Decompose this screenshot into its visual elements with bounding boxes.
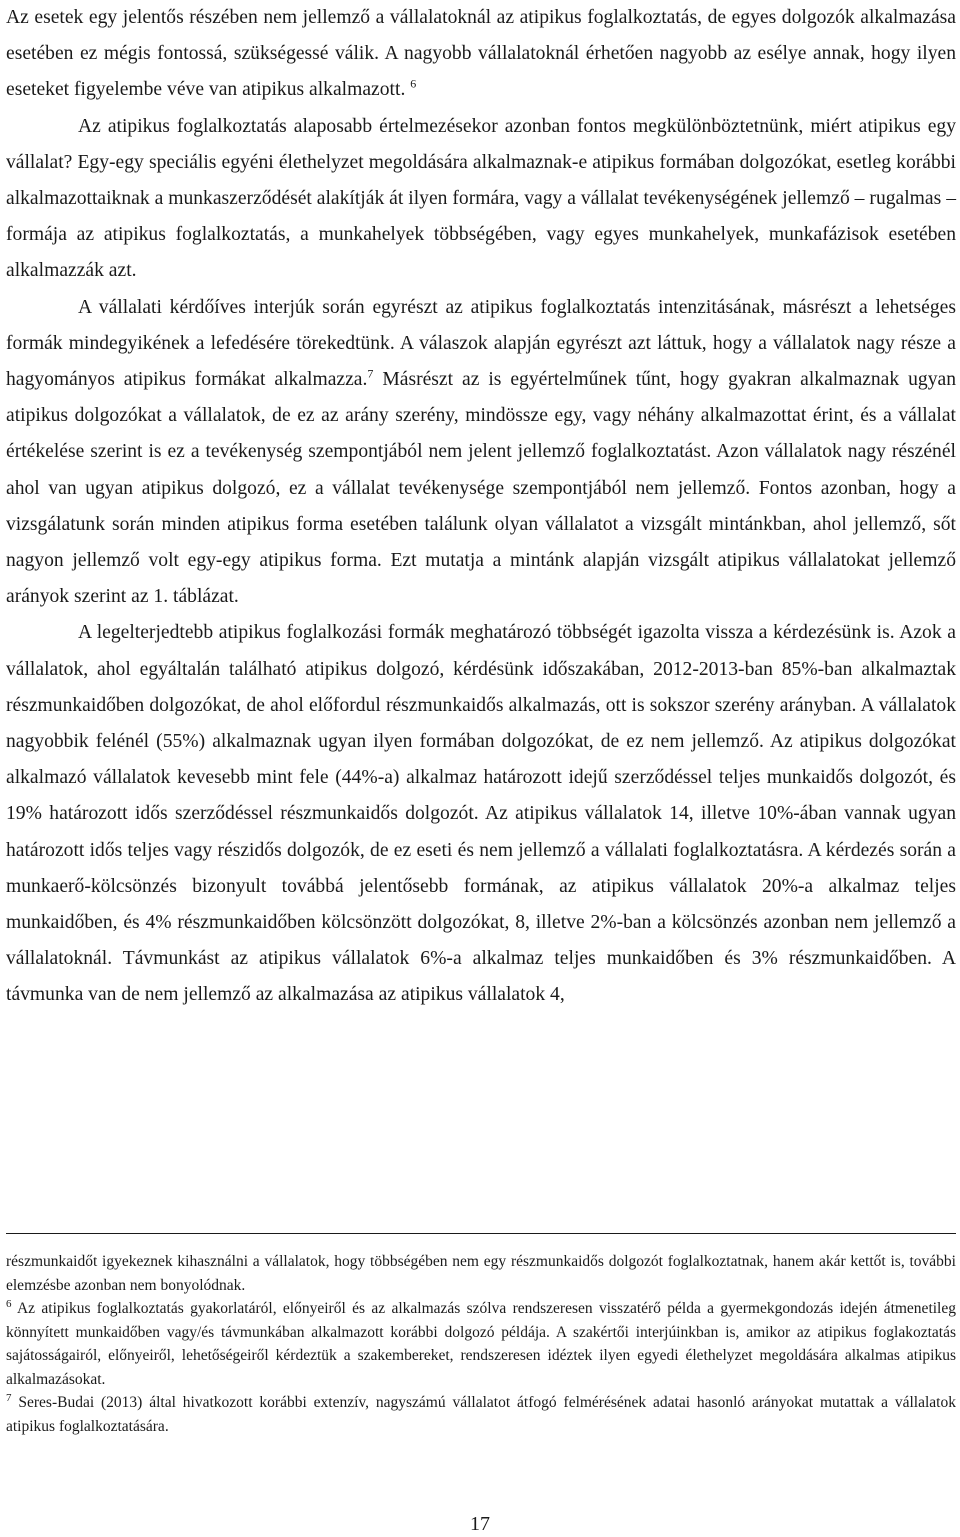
footnote-7-text: Seres-Budai (2013) által hivatkozott korábbi extenzív, nagyszámú vállalatot átfogó felmérésének adatai hasonló arányokat mutattak a vállalatok atipikus foglalkoztatására. xyxy=(6,1394,956,1435)
paragraph-1-text: Az esetek egy jelentős részében nem jellemző a vállalatoknál az atipikus foglalkoztatás, de egyes dolgozók alkalmazása esetében ez mégis fontossá, szükségessé válik. A nagyobb vállalatoknál érhetően nagyobb az esélye annak, hogy ilyen eseteket figyelembe véve van atipikus alkalmazott. xyxy=(6,7,956,101)
paragraph-2: Az atipikus foglalkoztatás alaposabb értelmezésekor azonban fontos megkülönböztetnünk, miért atipikus egy vállalat? Egy-egy speciális egyéni élethelyzet megoldására alkalmaznak-e atipikus formában dolgozókat, esetleg korábbi alkalmazottaiknak a munkaszerződését alakítják át ilyen formára, vagy a vállalat tevékenységének jellemző – rugalmas – formája az atipikus foglalkoztatás, a munkahelyek többségében, vagy egyes munkahelyek, munkafázisok esetében alkalmazzák azt. xyxy=(6,115,956,282)
page-number: 17 xyxy=(470,1513,490,1535)
body-text xyxy=(6,0,956,1014)
paragraph-4: A legelterjedtebb atipikus foglalkozási formák meghatározó többségét igazolta vissza a kérdezésünk is. Azok a vállalatok, ahol egyáltalán található atipikus dolgozó, kérdésünk időszakában, 2012-2013-ban 85%-ban alkalmaztak részmunkaidőben dolgozókat, de ahol előfordul részmunkaidős alkalmazás, ott is sokszor szerény arányban. A vállalatok nagyobbik felénél (55%) alkalmaznak ugyan ilyen formában dolgozókat, de ez nem jellemző. Az atipikus dolgozókat alkalmazó vállalatok kevesebb mint fele (44%-a) alkalmaz határozott idejű szerződéssel teljes munkaidős dolgozót, és 19% határozott idős szerződéssel részmunkaidős dolgozót. Az atipikus vállalatok 14, illetve 10%-ában vannak ugyan határozott idős teljes vagy részidős dolgozók, de ez eseti és nem jellemző a vállalati foglalkoztatásra. A kérdezés során a munkaerő-kölcsönzés bizonyult továbbá jelentősebb formának, az atipikus vállalatok 20%-a alkalmaz teljes munkaidőben, és 4% részmunkaidőben kölcsönzött dolgozókat, 8, illetve 2%-ban a kölcsönzés azonban nem jellemző a vállalatoknál. Távmunkást az atipikus vállalatok 6%-a alkalmaz teljes munkaidőben és 3% részmunkaidőben. A távmunka van de nem jellemző az alkalmazása az atipikus vállalatok 4, xyxy=(6,622,956,1006)
footnote-continued: részmunkaidőt igyekeznek kihasználni a vállalatok, hogy többségében nem egy részmunkaidős dolgozót foglalkoztatnak, hanem akár kettőt is, további elemzésbe azonban nem bonyolódnak. xyxy=(6,1253,956,1294)
footnote-6-text: Az atipikus foglalkoztatás gyakorlatáról, előnyeiről és az alkalmazás szólva rendszeresen visszatérő példa a gyermekgondozás idején átmenetileg könnyített munkaidőben vagy/és távmunkában alkalmazott korábbi dolgozó példája. A szakértői interjúinkban is, amikor az atipikus foglakoztatás sajátosságairól, előnyeiről, lehetőségeiről kérdeztük a szakembereket, rendszeresen idéztek ilyen egyedi élethelyzet megoldására alkalmas atipikus alkalmazásokat. xyxy=(6,1300,956,1388)
paragraph-3 xyxy=(6,290,956,616)
page-content xyxy=(6,0,956,1014)
footnote-7 xyxy=(6,1391,956,1438)
footnote-ref-6[interactable]: 6 xyxy=(410,76,417,91)
paragraph-1 xyxy=(6,0,956,109)
footnote-separator xyxy=(6,1233,956,1234)
footnote-7-mark: 7 xyxy=(6,1391,12,1404)
paragraph-3-text-b: Másrészt az is egyértelműnek tűnt, hogy gyakran alkalmaznak ugyan atipikus dolgozókat a vállalatok, de ez az arány szerény, mindössze egy, vagy néhány alkalmazottat érint, és a vállalat értékelése szerint is ez a tevékenység szempontjából nem jelent jellemző foglalkoztatást. Azon vállalatok nagy részénél ahol van ugyan atipikus dolgozó, ez a vállalat tevékenysége szempontjából nem jellemző. Fontos azonban, hogy a vizsgálatunk során minden atipikus forma esetében találunk olyan vállalatot a vizsgált mintánkban, ahol jellemző, sőt nagyon jellemző volt egy-egy atipikus forma. Ezt mutatja a mintánk alapján vizsgált atipikus vállalatokat jellemző arányok szerint az 1. táblázat. xyxy=(6,369,956,608)
footnotes xyxy=(6,1250,956,1438)
footnote-6-mark: 6 xyxy=(6,1297,12,1310)
footnote-6 xyxy=(6,1297,956,1391)
paragraph-3-text-a: A vállalati kérdőíves interjúk során egyrészt az atipikus foglalkoztatás intenzitásának, másrészt a lehetséges formák mindegyikének a lefedésére törekedtünk. A válaszok alapján egyrészt azt láttuk, hogy a vállalatok nagy része a hagyományos atipikus formákat alkalmazza. xyxy=(6,296,956,391)
footnote-ref-7[interactable]: 7 xyxy=(367,366,374,381)
